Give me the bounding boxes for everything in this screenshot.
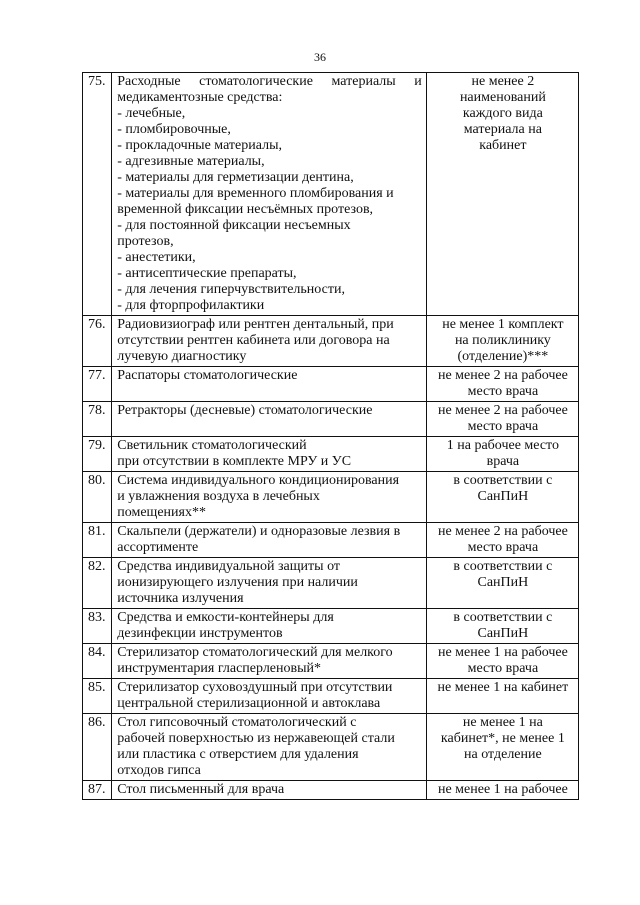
item-name-line: медикаментозные средства: bbox=[117, 90, 283, 105]
item-name-line: и увлажнения воздуха в лечебных bbox=[117, 489, 320, 504]
quantity-line: (отделение)*** bbox=[457, 349, 549, 364]
quantity-line: место врача bbox=[467, 384, 539, 399]
quantity-line: не менее 1 комплект bbox=[442, 317, 564, 332]
item-quantity bbox=[426, 781, 578, 800]
item-name-line: при отсутствии в комплекте МРУ и УС bbox=[117, 454, 352, 469]
table-row bbox=[83, 714, 579, 781]
row-number: 76. bbox=[83, 316, 112, 367]
item-name bbox=[112, 558, 427, 609]
equipment-table bbox=[82, 72, 579, 800]
item-name bbox=[112, 316, 427, 367]
item-name-line: ионизирующего излучения при наличии bbox=[117, 575, 358, 590]
table-row bbox=[83, 73, 579, 316]
item-name-line: Система индивидуального кондиционирования bbox=[117, 473, 400, 488]
quantity-line: врача bbox=[486, 454, 520, 469]
quantity-line: место врача bbox=[467, 661, 539, 676]
table-row bbox=[83, 402, 579, 437]
quantity-line: в соответствии с bbox=[453, 473, 553, 488]
quantity-line: не менее 2 на рабочее bbox=[437, 368, 568, 383]
item-quantity bbox=[426, 316, 578, 367]
item-quantity bbox=[426, 609, 578, 644]
row-number: 79. bbox=[83, 437, 112, 472]
row-number: 81. bbox=[83, 523, 112, 558]
quantity-line: не менее 2 bbox=[471, 74, 535, 89]
quantity-line: не менее 1 на рабочее bbox=[437, 782, 568, 797]
table-row bbox=[83, 609, 579, 644]
item-name-line: - анестетики, bbox=[117, 250, 196, 265]
row-number: 87. bbox=[83, 781, 112, 800]
table-row bbox=[83, 437, 579, 472]
table-row bbox=[83, 679, 579, 714]
item-name-line: источника излучения bbox=[117, 591, 244, 606]
item-quantity bbox=[426, 73, 578, 316]
item-quantity bbox=[426, 644, 578, 679]
item-quantity bbox=[426, 558, 578, 609]
quantity-line: не менее 1 на bbox=[462, 715, 543, 730]
item-quantity bbox=[426, 714, 578, 781]
item-name-line: центральной стерилизационной и автоклава bbox=[117, 696, 381, 711]
table-row bbox=[83, 472, 579, 523]
quantity-line: наименований bbox=[459, 90, 546, 105]
item-quantity bbox=[426, 679, 578, 714]
item-name-line: - адгезивные материалы, bbox=[117, 154, 265, 169]
item-name-line: Скальпели (держатели) и одноразовые лезвия в bbox=[117, 524, 401, 539]
item-name-line: лучевую диагностику bbox=[117, 349, 247, 364]
row-number: 75. bbox=[83, 73, 112, 316]
item-name-line: отходов гипса bbox=[117, 763, 201, 778]
item-name-line: - материалы для герметизации дентина, bbox=[117, 170, 354, 185]
quantity-line: кабинет bbox=[479, 138, 527, 153]
quantity-line: в соответствии с bbox=[453, 610, 553, 625]
item-quantity bbox=[426, 437, 578, 472]
item-name-line: ассортименте bbox=[117, 540, 199, 555]
item-name-line: Светильник стоматологический bbox=[117, 438, 307, 453]
item-name-line: - антисептические препараты, bbox=[117, 266, 297, 281]
quantity-line: 1 на рабочее место bbox=[446, 438, 559, 453]
row-number: 86. bbox=[83, 714, 112, 781]
quantity-line: СанПиН bbox=[477, 626, 529, 641]
table-row bbox=[83, 523, 579, 558]
item-name-line: Стерилизатор суховоздушный при отсутствии bbox=[117, 680, 393, 695]
item-name-line: протезов, bbox=[117, 234, 174, 249]
quantity-line: место врача bbox=[467, 419, 539, 434]
item-name bbox=[112, 523, 427, 558]
row-number: 83. bbox=[83, 609, 112, 644]
table-row bbox=[83, 644, 579, 679]
item-name-line: - для лечения гиперчувствительности, bbox=[117, 282, 345, 297]
item-name-line: Стол письменный для врача bbox=[117, 782, 285, 797]
quantity-line: кабинет*, не менее 1 bbox=[440, 731, 565, 746]
item-name-line: дезинфекции инструментов bbox=[117, 626, 283, 641]
table-row bbox=[83, 558, 579, 609]
item-name-line: Стерилизатор стоматологический для мелкого bbox=[117, 645, 393, 660]
item-name-line: - для постоянной фиксации несъемных bbox=[117, 218, 351, 233]
item-name-line: или пластика с отверстием для удаления bbox=[117, 747, 359, 762]
row-number: 84. bbox=[83, 644, 112, 679]
row-number: 85. bbox=[83, 679, 112, 714]
item-name-line: Стол гипсовочный стоматологический с bbox=[117, 715, 357, 730]
quantity-line: не менее 1 на рабочее bbox=[437, 645, 568, 660]
item-name-line: Радиовизиограф или рентген дентальный, при bbox=[117, 317, 394, 332]
quantity-line: не менее 1 на кабинет bbox=[437, 680, 569, 695]
item-name bbox=[112, 714, 427, 781]
item-name-line: - материалы для временного пломбирования и bbox=[117, 186, 394, 201]
quantity-line: место врача bbox=[467, 540, 539, 555]
quantity-line: не менее 2 на рабочее bbox=[437, 403, 568, 418]
item-name bbox=[112, 402, 427, 437]
item-name-line: временной фиксации несъёмных протезов, bbox=[117, 202, 374, 217]
row-number: 77. bbox=[83, 367, 112, 402]
item-name-line: рабочей поверхностью из нержавеющей стали bbox=[117, 731, 395, 746]
quantity-line: материала на bbox=[463, 122, 542, 137]
item-name-line: Распаторы стоматологические bbox=[117, 368, 298, 383]
item-name-line: инструментария гласперленовый* bbox=[117, 661, 322, 676]
item-name-line: отсутствии рентген кабинета или договора на bbox=[117, 333, 390, 348]
item-name bbox=[112, 609, 427, 644]
quantity-line: не менее 2 на рабочее bbox=[437, 524, 568, 539]
item-name-line: - прокладочные материалы, bbox=[117, 138, 282, 153]
row-number: 82. bbox=[83, 558, 112, 609]
item-name bbox=[112, 781, 427, 800]
table-row bbox=[83, 367, 579, 402]
item-name bbox=[112, 367, 427, 402]
item-name bbox=[112, 73, 427, 316]
table-row bbox=[83, 316, 579, 367]
item-quantity bbox=[426, 402, 578, 437]
table-row bbox=[83, 781, 579, 800]
item-name-line: Расходные стоматологические материалы и bbox=[117, 74, 422, 89]
quantity-line: СанПиН bbox=[477, 489, 529, 504]
page-number: 36 bbox=[314, 50, 326, 64]
item-name-line: - для фторпрофилактики bbox=[117, 298, 265, 313]
item-name-line: - пломбировочные, bbox=[117, 122, 231, 137]
item-name-line: помещениях** bbox=[117, 505, 206, 520]
quantity-line: в соответствии с bbox=[453, 559, 553, 574]
item-name bbox=[112, 437, 427, 472]
item-name-line: - лечебные, bbox=[117, 106, 186, 121]
item-name bbox=[112, 644, 427, 679]
item-quantity bbox=[426, 472, 578, 523]
item-quantity bbox=[426, 523, 578, 558]
item-name bbox=[112, 679, 427, 714]
item-name bbox=[112, 472, 427, 523]
quantity-line: каждого вида bbox=[462, 106, 543, 121]
item-name-line: Средства индивидуальной защиты от bbox=[117, 559, 341, 574]
row-number: 78. bbox=[83, 402, 112, 437]
quantity-line: СанПиН bbox=[477, 575, 529, 590]
row-number: 80. bbox=[83, 472, 112, 523]
item-quantity bbox=[426, 367, 578, 402]
quantity-line: на отделение bbox=[464, 747, 542, 762]
item-name-line: Средства и емкости-контейнеры для bbox=[117, 610, 334, 625]
item-name-line: Ретракторы (десневые) стоматологические bbox=[117, 403, 373, 418]
quantity-line: на поликлинику bbox=[454, 333, 551, 348]
